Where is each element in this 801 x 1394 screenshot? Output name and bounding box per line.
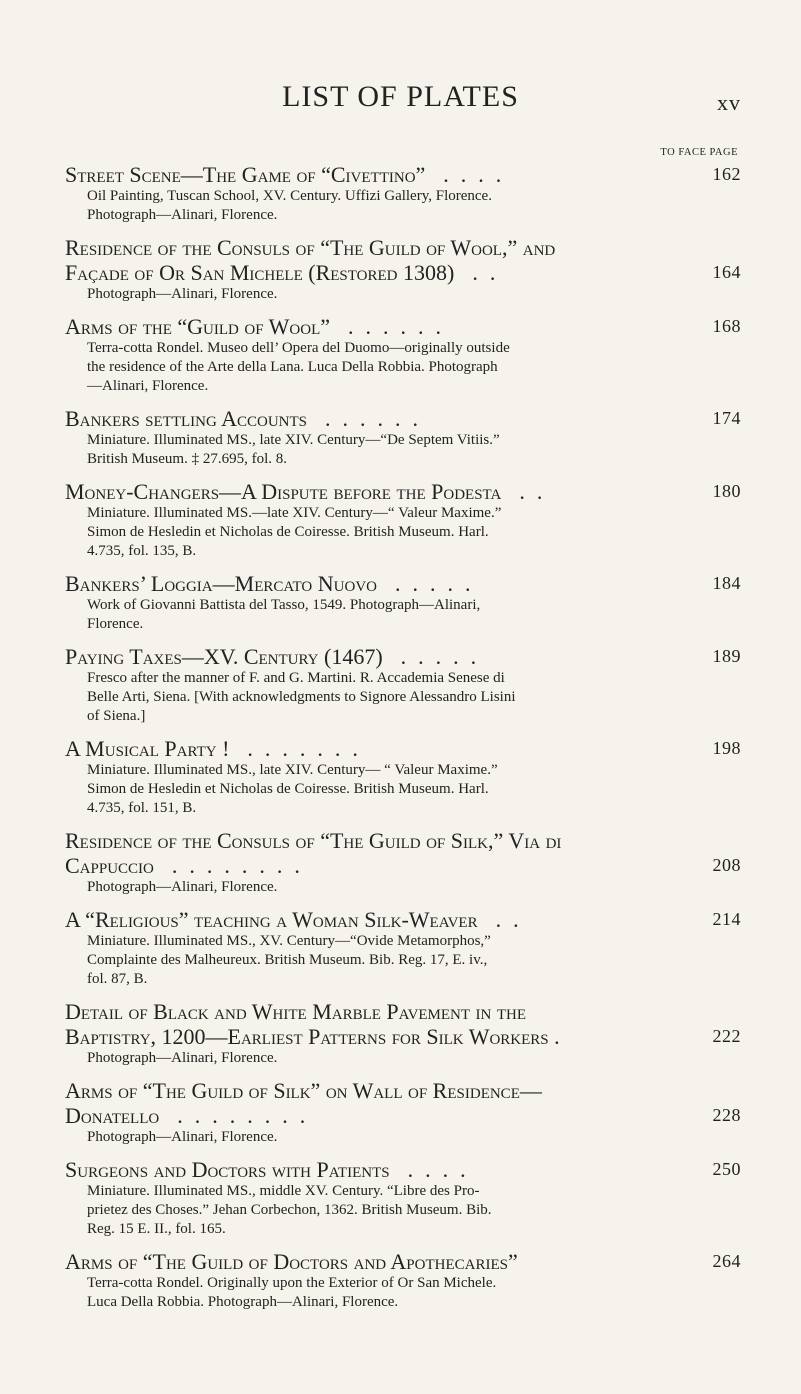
plate-description <box>65 1049 741 1068</box>
plate-page-number: 208 <box>712 855 741 875</box>
plate-description-line: Luca Della Robbia. Photograph—Alinari, Florence. <box>87 1294 399 1310</box>
plate-description-line: of Siena.] <box>87 708 146 724</box>
plate-entry <box>65 644 741 726</box>
plate-title-line <box>65 644 741 669</box>
plate-description-line: Fresco after the manner of F. and G. Martini. R. Accademia Senese di <box>87 670 505 686</box>
plate-description-line: the residence of the Arte della Lana. Luca Della Robbia. Photograph <box>87 359 498 375</box>
plate-title: Bankers settling Accounts <box>65 406 308 431</box>
plate-description-line: Photograph—Alinari, Florence. <box>87 286 278 302</box>
plate-title-line <box>65 260 741 285</box>
leader-dots: .... <box>443 162 514 187</box>
plate-description-line: Florence. <box>87 616 144 632</box>
plate-title: Arms of “The Guild of Silk” on Wall of Residence— <box>65 1078 542 1103</box>
plate-description <box>65 339 741 396</box>
plate-page-number: 264 <box>712 1251 741 1271</box>
plate-description-line: Oil Painting, Tuscan School, XV. Century. Uffizi Gallery, Florence. <box>87 188 492 204</box>
plate-description-line: Terra-cotta Rondel. Originally upon the Exterior of Or San Michele. <box>87 1275 497 1291</box>
plate-description-line: Belle Arti, Siena. [With acknowledgments to Signore Alessandro Lisini <box>87 689 516 705</box>
leader-dots: ........ <box>177 1103 318 1128</box>
plate-title-line <box>65 1157 741 1182</box>
plate-title: Bankers’ Loggia—Mercato Nuovo <box>65 571 377 596</box>
plate-page-number: 168 <box>712 316 741 336</box>
plate-page-number: 180 <box>712 481 741 501</box>
plate-entry <box>65 1157 741 1239</box>
plate-description-line: Complainte des Malheureux. British Museum. Bib. Reg. 17, E. iv., <box>87 952 488 968</box>
plate-entry <box>65 235 741 304</box>
plate-page-number: 228 <box>712 1105 741 1125</box>
plate-list <box>65 162 741 1322</box>
plate-entry <box>65 314 741 396</box>
plate-title: Arms of “The Guild of Doctors and Apothecaries” <box>65 1249 518 1274</box>
plate-title: Paying Taxes—XV. Century (1467) <box>65 644 383 669</box>
plate-title-line <box>65 1103 741 1128</box>
plate-entry <box>65 1078 741 1147</box>
plate-description <box>65 596 741 634</box>
plate-title: A Musical Party ! <box>65 736 230 761</box>
plate-entry <box>65 571 741 634</box>
plate-page-number: 174 <box>712 408 741 428</box>
plate-title-line <box>65 235 741 260</box>
plate-title: Surgeons and Doctors with Patients <box>65 1157 390 1182</box>
column-label: TO FACE PAGE <box>660 147 738 158</box>
plate-description <box>65 669 741 726</box>
plate-title-line <box>65 314 741 339</box>
plate-description-line: Miniature. Illuminated MS., late XIV. Century—“De Septem Vitiis.” <box>87 432 500 448</box>
plate-description-line: Terra-cotta Rondel. Museo dell’ Opera del Duomo—originally outside <box>87 340 510 356</box>
plate-title-line <box>65 999 741 1024</box>
plate-title: Residence of the Consuls of “The Guild of Wool,” and <box>65 235 556 260</box>
plate-title: Baptistry, 1200—Earliest Patterns for Silk Workers . <box>65 1024 560 1049</box>
plate-description <box>65 761 741 818</box>
plate-description-line: Photograph—Alinari, Florence. <box>87 879 278 895</box>
plate-page-number: 162 <box>712 164 741 184</box>
plate-page-number: 222 <box>712 1026 741 1046</box>
leader-dots: .. <box>495 907 531 932</box>
plate-title: Residence of the Consuls of “The Guild of Silk,” Via di <box>65 828 562 853</box>
plate-description-line: Miniature. Illuminated MS., late XIV. Century— “ Valeur Maxime.” <box>87 762 498 778</box>
plate-description <box>65 285 741 304</box>
plate-description <box>65 1274 741 1312</box>
plate-page-number: 184 <box>712 573 741 593</box>
plate-description <box>65 187 741 225</box>
plate-description <box>65 1128 741 1147</box>
plate-title: Donatello <box>65 1103 160 1128</box>
plate-entry <box>65 162 741 225</box>
plate-page-number: 189 <box>712 646 741 666</box>
plate-title-line <box>65 479 741 504</box>
leader-dots: ..... <box>400 644 489 669</box>
leader-dots: .... <box>407 1157 478 1182</box>
plate-description <box>65 878 741 897</box>
plate-title-line <box>65 1078 741 1103</box>
plate-title: Street Scene—The Game of “Civettino” <box>65 162 426 187</box>
plate-title-line <box>65 406 741 431</box>
leader-dots: .. <box>519 479 555 504</box>
plate-page-number: 214 <box>712 909 741 929</box>
plate-title-line <box>65 853 741 878</box>
plate-title-line <box>65 828 741 853</box>
plate-title: Money-Changers—A Dispute before the Podesta <box>65 479 502 504</box>
plate-page-number: 198 <box>712 738 741 758</box>
plate-description-line: —Alinari, Florence. <box>87 378 209 394</box>
plate-title-line <box>65 1024 741 1049</box>
plate-title: Arms of the “Guild of Wool” <box>65 314 331 339</box>
plate-description <box>65 932 741 989</box>
plate-description <box>65 1182 741 1239</box>
leader-dots: ...... <box>348 314 454 339</box>
plate-entry <box>65 999 741 1068</box>
leader-dots: ...... <box>325 406 431 431</box>
plate-description-line: prietez des Choses.” Jehan Corbechon, 1362. British Museum. Bib. <box>87 1202 492 1218</box>
plate-description-line: Photograph—Alinari, Florence. <box>87 1129 278 1145</box>
plate-description-line: Simon de Hesledin et Nicholas de Coiresse. British Museum. Harl. <box>87 524 489 540</box>
plate-entry <box>65 828 741 897</box>
plate-entry <box>65 406 741 469</box>
plate-title-line <box>65 736 741 761</box>
plate-title-line <box>65 571 741 596</box>
plate-description-line: British Museum. ‡ 27.695, fol. 8. <box>87 451 288 467</box>
leader-dots: ..... <box>394 571 483 596</box>
plate-description-line: Miniature. Illuminated MS., XV. Century—“Ovide Metamorphos,” <box>87 933 491 949</box>
plate-title: Façade of Or San Michele (Restored 1308) <box>65 260 455 285</box>
plate-title-line <box>65 1249 741 1274</box>
plate-title: A “Religious” teaching a Woman Silk-Weaver <box>65 907 478 932</box>
plate-entry <box>65 1249 741 1312</box>
page-title: LIST OF PLATES <box>282 80 519 113</box>
plate-description-line: 4.735, fol. 151, B. <box>87 800 197 816</box>
leader-dots: ........ <box>171 853 312 878</box>
plate-entry <box>65 907 741 989</box>
plate-description-line: fol. 87, B. <box>87 971 148 987</box>
plate-entry <box>65 736 741 818</box>
plate-description-line: Work of Giovanni Battista del Tasso, 1549. Photograph—Alinari, <box>87 597 481 613</box>
plate-description-line: Simon de Hesledin et Nicholas de Coiresse. British Museum. Harl. <box>87 781 489 797</box>
plate-description <box>65 431 741 469</box>
plate-description-line: Photograph—Alinari, Florence. <box>87 1050 278 1066</box>
plate-description-line: Miniature. Illuminated MS.—late XIV. Century—“ Valeur Maxime.” <box>87 505 502 521</box>
leader-dots: .. <box>472 260 508 285</box>
plate-description-line: Photograph—Alinari, Florence. <box>87 207 278 223</box>
plate-entry <box>65 479 741 561</box>
plate-page-number: 164 <box>712 262 741 282</box>
plate-description-line: Reg. 15 E. II., fol. 165. <box>87 1221 226 1237</box>
plate-description-line: 4.735, fol. 135, B. <box>87 543 197 559</box>
plate-title: Cappuccio <box>65 853 154 878</box>
plate-title: Detail of Black and White Marble Pavement in the <box>65 999 527 1024</box>
leader-dots: ....... <box>247 736 370 761</box>
plate-title-line <box>65 162 741 187</box>
plate-description-line: Miniature. Illuminated MS., middle XV. Century. “Libre des Pro- <box>87 1183 480 1199</box>
page-numeral: xv <box>717 90 741 115</box>
plate-title-line <box>65 907 741 932</box>
plate-page-number: 250 <box>712 1159 741 1179</box>
plate-description <box>65 504 741 561</box>
